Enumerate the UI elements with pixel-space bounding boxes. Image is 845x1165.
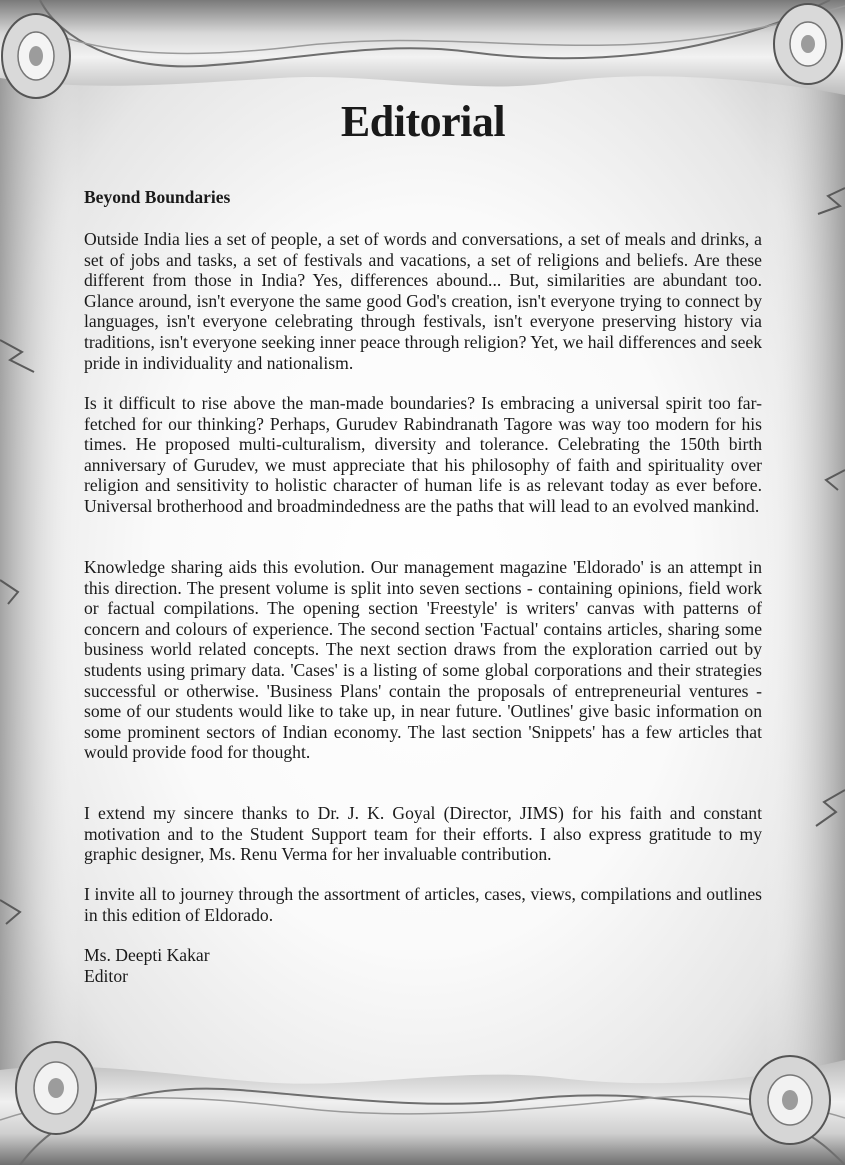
page-title: Editorial	[340, 97, 506, 146]
paragraph-3: Knowledge sharing aids this evolution. Our management magazine 'Eldorado' is an attempt in this direction. The present volume is split into seven sections - containing opinions, field work or factual compilations. The opening section 'Freestyle' is writers' canvas with patterns of concern and colours of experience. The second section 'Factual' contains articles, sharing some business world related concepts. The next section draws from the exploration carried out by students using primary data. 'Cases' is a listing of some global corporations and their strategies successful or otherwise. 'Business Plans' contain the proposals of entrepreneurial ventures - some of our students would like to take up, in near future. 'Outlines' give basic information on some prominent sectors of Indian economy. The last section 'Snippets' has a few articles that would provide food for thought.	[84, 557, 762, 763]
signature-block	[84, 945, 210, 986]
paragraph-2: Is it difficult to rise above the man-made boundaries? Is embracing a universal spirit too far-fetched for our thinking? Perhaps, Gurudev Rabindranath Tagore was way too modern for his times. He proposed multi-culturalism, diversity and tolerance. Celebrating the 150th birth anniversary of Gurudev, we must appreciate that his philosophy of faith and spirituality over religion and sensitivity to holistic character of human life is as relevant today as ever before. Universal brotherhood and broadmindedness are the paths that will lead to an evolved mankind.	[84, 393, 762, 516]
paragraph-1: Outside India lies a set of people, a set of words and conversations, a set of meals and drinks, a set of jobs and tasks, a set of festivals and vacations, a set of religions and beliefs. Are these different from those in India? Yes, differences abound... But, similarities are abundant too. Glance around, isn't everyone the same good God's creation, isn't everyone trying to connect by languages, isn't everyone celebrating through festivals, isn't everyone preserving history via traditions, isn't everyone seeking inner peace through religion? Yet, we hail differences and seek pride in individuality and nationalism.	[84, 229, 762, 373]
signature-name: Ms. Deepti Kakar	[84, 945, 210, 965]
signature-role: Editor	[84, 965, 128, 986]
paragraph-5: I invite all to journey through the assortment of articles, cases, views, compilations and outlines in this edition of Eldorado.	[84, 884, 762, 925]
article-subtitle: Beyond Boundaries	[84, 187, 231, 207]
paragraph-4: I extend my sincere thanks to Dr. J. K. Goyal (Director, JIMS) for his faith and constant motivation and to the Student Support team for their efforts. I also express gratitude to my graphic designer, Ms. Renu Verma for her invaluable contribution.	[84, 803, 762, 865]
